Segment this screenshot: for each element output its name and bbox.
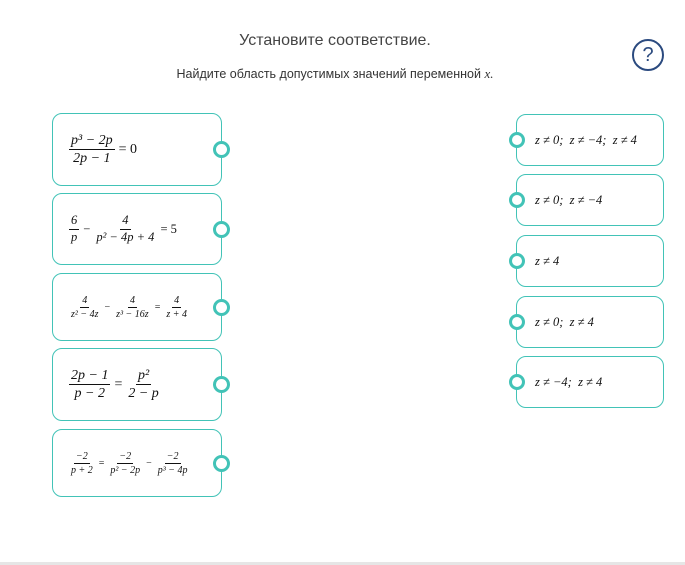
equation-1 [67,114,139,185]
fraction [126,368,160,402]
equation-2 [67,194,179,264]
denominator: p − 2 [74,386,105,401]
denominator: p [71,229,78,244]
fraction [69,368,110,402]
operator: = [114,376,123,392]
left-card-1[interactable] [52,113,222,186]
denominator: p² − 2p [110,464,141,476]
domain-answer: z ≠ 0; z ≠ 4 [535,314,594,329]
denominator: z³ − 16z [116,308,149,320]
right-card-2[interactable] [516,174,664,226]
domain-answer: z ≠ 4 [535,253,560,268]
connector-dot[interactable] [509,314,525,330]
numerator: 4 [174,294,180,306]
numerator: 2p − 1 [69,368,110,385]
fraction [69,295,101,320]
denominator: p + 2 [71,464,93,476]
denominator: 2p − 1 [73,151,111,166]
equation-tail: = 5 [160,221,177,236]
fraction [108,451,142,476]
domain-answer: z ≠ 0; z ≠ −4; z ≠ 4 [535,132,637,147]
numerator: −2 [76,450,88,462]
fraction [69,133,115,167]
equation-3 [67,274,191,340]
numerator: p² [136,368,151,385]
connector-dot[interactable] [213,221,230,238]
fraction [114,295,151,320]
connector-dot[interactable] [509,374,525,390]
equation-5 [67,430,192,496]
right-card-3[interactable] [516,235,664,287]
help-icon[interactable]: ? [632,39,664,71]
denominator: p³ − 4p [157,464,188,476]
operator: − [146,457,152,469]
numerator: 4 [120,214,130,230]
fraction [69,214,79,245]
fraction [94,214,156,245]
equation-4 [67,349,163,420]
domain-answer: z ≠ 0; z ≠ −4 [535,192,603,207]
connector-dot[interactable] [509,192,525,208]
denominator: z + 4 [166,308,187,320]
operator: = [98,457,105,469]
operator: − [104,301,111,313]
connector-dot[interactable] [213,299,230,316]
operator: = [154,301,161,313]
instruction-text: Найдите область допустимых значений переменной [176,67,481,81]
connector-dot[interactable] [213,141,230,158]
denominator: p² − 4p + 4 [96,229,155,244]
task-instruction [0,66,670,82]
fraction [156,451,190,476]
left-card-4[interactable] [52,348,222,421]
denominator: z² − 4z [71,308,99,320]
denominator: 2 − p [128,386,159,401]
right-card-5[interactable] [516,356,664,408]
connector-dot[interactable] [509,253,525,269]
numerator: 6 [69,214,79,230]
fraction [164,295,189,320]
numerator: 4 [82,294,88,306]
left-card-5[interactable] [52,429,222,497]
numerator: 4 [129,294,135,306]
connector-dot[interactable] [509,132,525,148]
domain-answer: z ≠ −4; z ≠ 4 [535,374,603,389]
right-card-1[interactable] [516,114,664,166]
right-card-4[interactable] [516,296,664,348]
fraction [69,451,95,476]
numerator: p³ − 2p [69,133,115,150]
left-card-2[interactable] [52,193,222,265]
task-title: Установите соответствие. [239,32,431,49]
equation-tail: = 0 [118,141,138,157]
operator: − [83,221,91,236]
left-card-3[interactable] [52,273,222,341]
connector-dot[interactable] [213,455,230,472]
connector-dot[interactable] [213,376,230,393]
numerator: −2 [119,450,132,462]
instruction-variable: x. [484,66,494,81]
numerator: −2 [166,450,179,462]
